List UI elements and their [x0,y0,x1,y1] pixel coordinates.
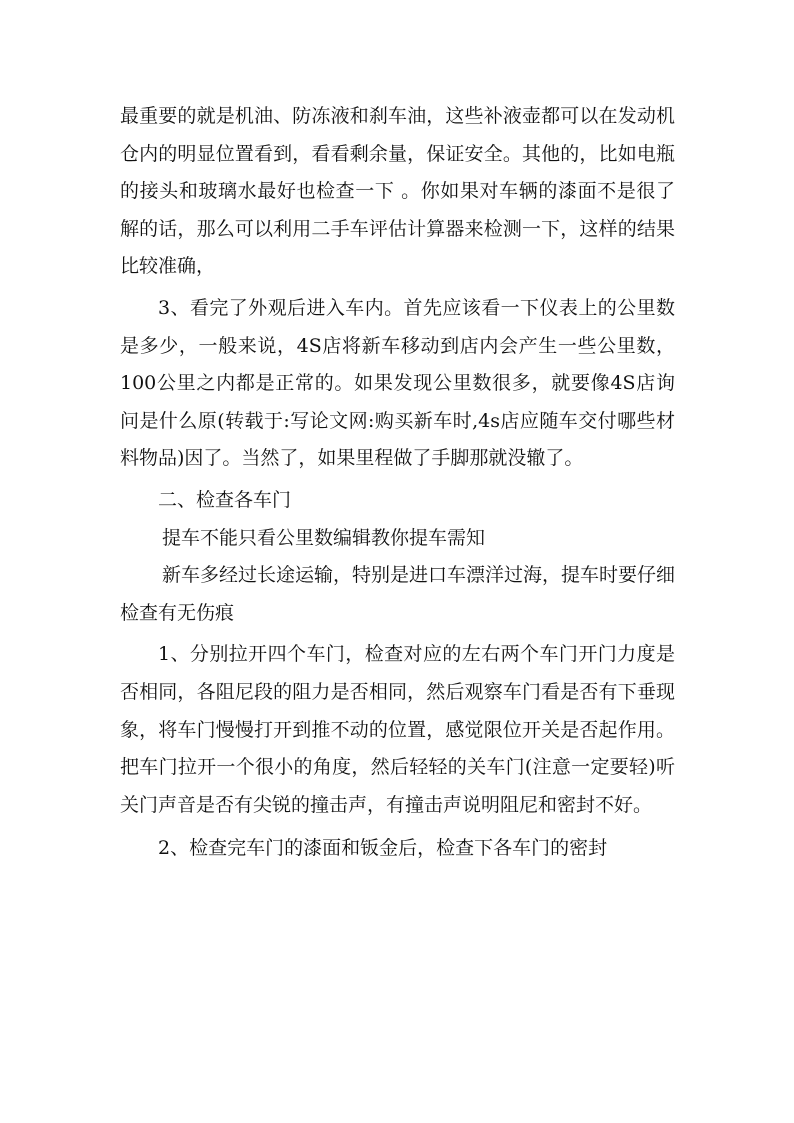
paragraph-door-seal: 2、检查完车门的漆面和钣金后，检查下各车门的密封 [158,837,608,860]
paragraph-door-check: 1、分别拉开四个车门，检查对应的左右两个车门开门力度是否相同，各阻尼段的阻力是否相同，然后观察车门看是否有下垂现象，将车门慢慢打开到推不动的位置，感觉限位开关是否起作用。把车门拉开一个很小的角度，然后轻轻的关车门(注意一定要轻)听关门声音是否有尖锐的撞击声，有撞击声说明阻尼和密封不好。 [120,643,675,816]
paragraph-transport-damage: 新车多经过长途运输，特别是进口车漂洋过海，提车时要仔细检查有无伤痕 [120,564,676,624]
document-body [120,98,675,868]
paragraph-fluids-check: 最重要的就是机油、防冻液和刹车油，这些补液壶都可以在发动机仓内的明显位置看到，看看剩余量，保证安全。其他的，比如电瓶的接头和玻璃水最好也检查一下 。你如果对车辆的漆面不是很了解的话，那么可以利用二手车评估计算器来检测一下，这样的结果比较准确， [120,105,675,278]
subheading-pickup-tips: 提车不能只看公里数编辑教你提车需知 [162,526,486,549]
paragraph-interior-mileage: 3、看完了外观后进入车内。首先应该看一下仪表上的公里数是多少，一般来说，4S店将新车移动到店内会产生一些公里数，100公里之内都是正常的。如果发现公里数很多，就要像4S店询问是什么原(转载于:写论文网:购买新车时,4s店应随车交付哪些材料物品)因了。当然了，如果里程做了手脚那就没辙了。 [120,296,675,470]
section-heading-doors: 二、检查各车门 [158,488,292,511]
